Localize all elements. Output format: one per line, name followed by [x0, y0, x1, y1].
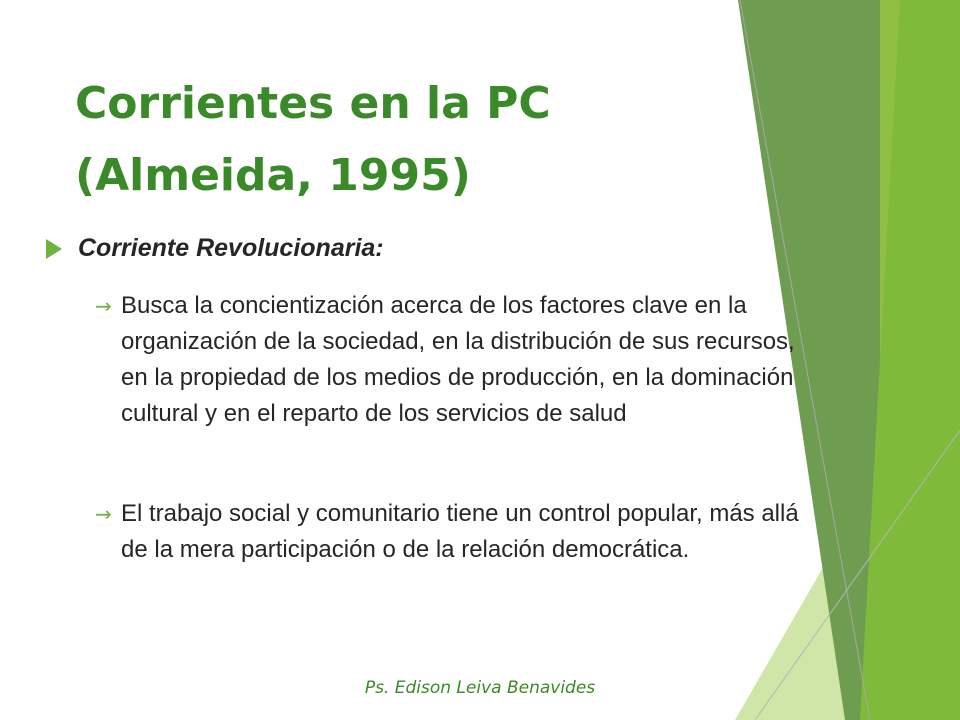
- sub-bullet-1: [95, 288, 815, 432]
- sub-bullet-text: El trabajo social y comunitario tiene un control popular, más allá de la mera participación o de la relación democrática.: [121, 500, 799, 563]
- sub-bullet-2: [95, 496, 815, 568]
- footer-author: Ps. Edison Leiva Benavides: [364, 678, 596, 698]
- arrow-right-icon: →: [95, 294, 112, 318]
- sub-bullet-text: Busca la concientización acerca de los factores clave en la organización de la sociedad, en la distribución de sus recursos, en la propiedad de los medios de producción, en la dominación cultural y en el reparto de los servicios de salud: [121, 292, 795, 427]
- title-line-1: Corrientes en la PC: [75, 78, 551, 129]
- main-bullet: [46, 234, 384, 263]
- triangle-bullet-icon: [46, 239, 62, 259]
- title-line-2: (Almeida, 1995): [75, 150, 471, 201]
- slide-title: [75, 68, 551, 212]
- bullet-heading: Corriente Revolucionaria:: [78, 234, 384, 262]
- arrow-right-icon: →: [95, 502, 112, 526]
